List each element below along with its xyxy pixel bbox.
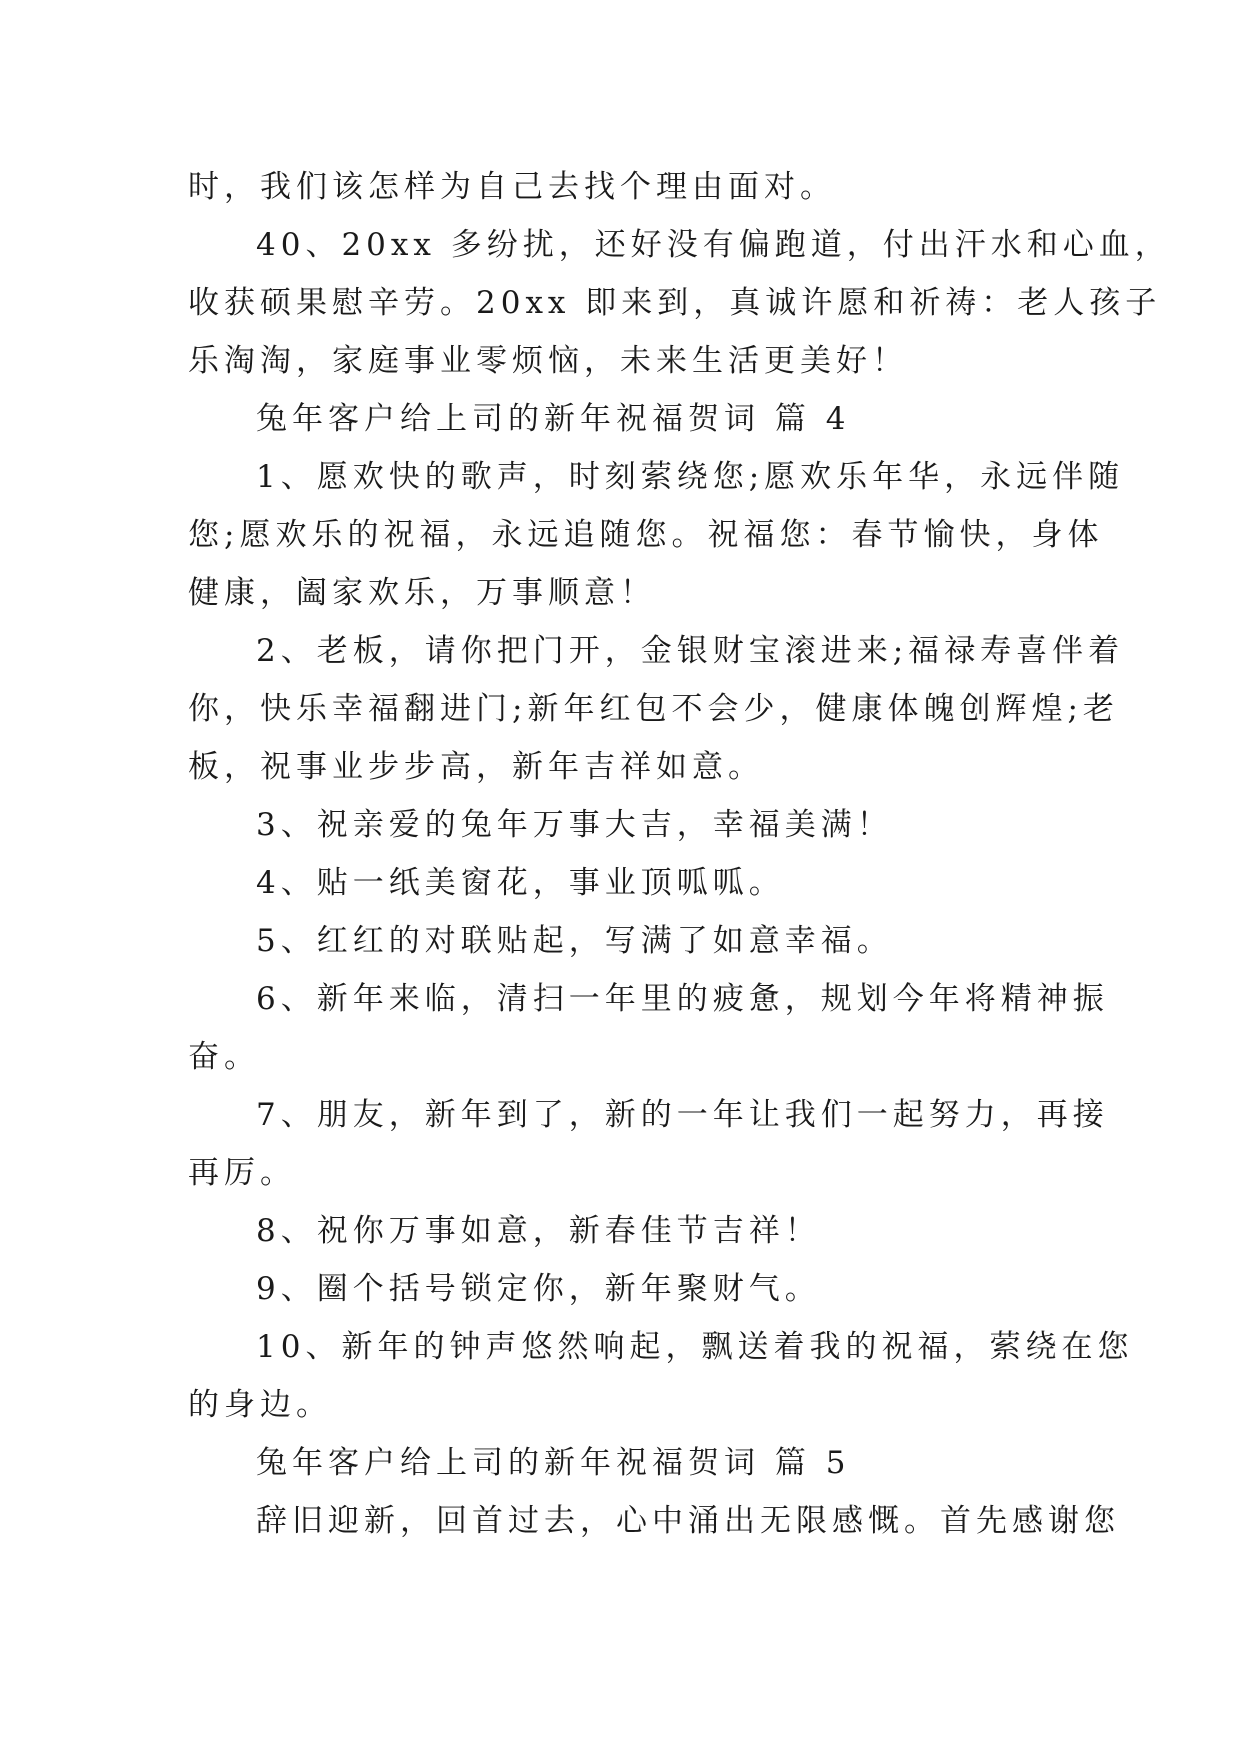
text-line: 3、祝亲爱的兔年万事大吉，幸福美满！ [256, 807, 893, 843]
section-heading: 兔年客户给上司的新年祝福贺词 篇 4 [256, 401, 851, 437]
text-line: 乐淘淘，家庭事业零烦恼，未来生活更美好！ [188, 343, 908, 379]
text-line: 辞旧迎新，回首过去，心中涌出无限感慨。首先感谢您 [256, 1503, 1120, 1539]
text-line: 的身边。 [188, 1387, 332, 1423]
text-line: 再厉。 [188, 1155, 296, 1191]
text-line: 健康，阖家欢乐，万事顺意！ [188, 575, 656, 611]
text-line: 7、朋友，新年到了，新的一年让我们一起努力，再接 [256, 1097, 1109, 1133]
text-line: 时，我们该怎样为自己去找个理由面对。 [188, 169, 836, 205]
text-line: 板，祝事业步步高，新年吉祥如意。 [188, 749, 764, 785]
text-line: 8、祝你万事如意，新春佳节吉祥！ [256, 1213, 821, 1249]
text-line: 1、愿欢快的歌声，时刻萦绕您;愿欢乐年华，永远伴随 [256, 459, 1125, 495]
text-line: 40、20xx 多纷扰，还好没有偏跑道，付出汗水和心血， [256, 227, 1171, 263]
text-line: 9、圈个括号锁定你，新年聚财气。 [256, 1271, 821, 1307]
text-line: 6、新年来临，清扫一年里的疲惫，规划今年将精神振 [256, 981, 1109, 1017]
text-line: 奋。 [188, 1039, 260, 1075]
text-line: 你，快乐幸福翻进门;新年红包不会少，健康体魄创辉煌;老 [188, 691, 1119, 727]
text-line: 10、新年的钟声悠然响起，飘送着我的祝福，萦绕在您 [256, 1329, 1134, 1365]
text-line: 4、贴一纸美窗花，事业顶呱呱。 [256, 865, 785, 901]
text-line: 2、老板，请你把门开，金银财宝滚进来;福禄寿喜伴着 [256, 633, 1125, 669]
text-line: 您;愿欢乐的祝福，永远追随您。祝福您：春节愉快，身体 [188, 517, 1104, 553]
text-line: 收获硕果慰辛劳。20xx 即来到，真诚许愿和祈祷：老人孩子 [188, 285, 1162, 321]
section-heading: 兔年客户给上司的新年祝福贺词 篇 5 [256, 1445, 851, 1481]
text-line: 5、红红的对联贴起，写满了如意幸福。 [256, 923, 893, 959]
